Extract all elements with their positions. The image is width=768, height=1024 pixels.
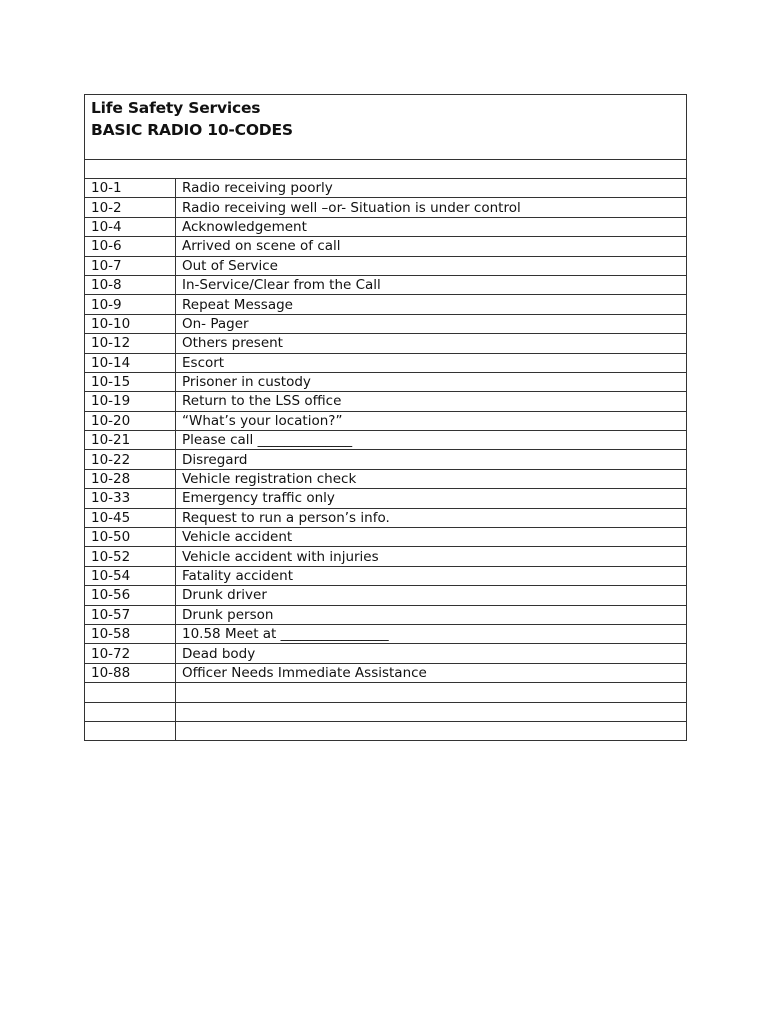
code-cell: 10-12 [85, 334, 176, 353]
meaning-cell: Repeat Message [176, 295, 687, 314]
code-cell: 10-6 [85, 237, 176, 256]
code-cell: 10-8 [85, 275, 176, 294]
meaning-cell: Dead body [176, 644, 687, 663]
meaning-cell: Escort [176, 353, 687, 372]
meaning-cell [176, 721, 687, 740]
meaning-cell [176, 683, 687, 702]
table-row [85, 586, 687, 605]
code-cell: 10-88 [85, 663, 176, 682]
meaning-cell: Drunk person [176, 605, 687, 624]
table-row [85, 372, 687, 391]
code-cell: 10-21 [85, 431, 176, 450]
code-cell: 10-4 [85, 217, 176, 236]
table-row [85, 392, 687, 411]
code-cell: 10-15 [85, 372, 176, 391]
meaning-cell: Drunk driver [176, 586, 687, 605]
meaning-cell: Prisoner in custody [176, 372, 687, 391]
table-row [85, 353, 687, 372]
table-row [85, 450, 687, 469]
meaning-cell: Request to run a person’s info. [176, 508, 687, 527]
meaning-cell: Acknowledgement [176, 217, 687, 236]
table-row [85, 237, 687, 256]
table-row [85, 528, 687, 547]
meaning-cell: Out of Service [176, 256, 687, 275]
table-row [85, 721, 687, 740]
meaning-cell: Vehicle accident [176, 528, 687, 547]
table-row [85, 566, 687, 585]
code-cell [85, 702, 176, 721]
code-cell: 10-22 [85, 450, 176, 469]
table-row [85, 489, 687, 508]
code-cell: 10-10 [85, 314, 176, 333]
header-cell [85, 95, 687, 160]
meaning-cell: Others present [176, 334, 687, 353]
code-cell [85, 721, 176, 740]
codes-table-body [85, 95, 687, 741]
meaning-cell: Return to the LSS office [176, 392, 687, 411]
meaning-cell: Officer Needs Immediate Assistance [176, 663, 687, 682]
table-row [85, 683, 687, 702]
table-row [85, 624, 687, 643]
meaning-cell: “What’s your location?” [176, 411, 687, 430]
code-cell [85, 683, 176, 702]
table-row [85, 198, 687, 217]
table-row [85, 508, 687, 527]
table-row [85, 702, 687, 721]
meaning-cell: Radio receiving poorly [176, 179, 687, 198]
document-title: Life Safety Services [91, 99, 261, 117]
code-cell: 10-57 [85, 605, 176, 624]
meaning-cell: In-Service/Clear from the Call [176, 275, 687, 294]
code-cell: 10-72 [85, 644, 176, 663]
code-cell: 10-28 [85, 469, 176, 488]
table-row [85, 411, 687, 430]
table-row [85, 605, 687, 624]
code-cell: 10-20 [85, 411, 176, 430]
meaning-cell: 10.58 Meet at ________________ [176, 624, 687, 643]
meaning-cell: Radio receiving well –or- Situation is under control [176, 198, 687, 217]
table-row [85, 256, 687, 275]
table-row [85, 314, 687, 333]
table-row [85, 275, 687, 294]
table-row [85, 644, 687, 663]
table-row [85, 431, 687, 450]
spacer-row [85, 160, 687, 179]
code-cell: 10-14 [85, 353, 176, 372]
table-row [85, 217, 687, 236]
code-cell: 10-54 [85, 566, 176, 585]
table-row [85, 663, 687, 682]
meaning-cell: Vehicle accident with injuries [176, 547, 687, 566]
meaning-cell: Vehicle registration check [176, 469, 687, 488]
radio-codes-table [84, 94, 687, 741]
code-cell: 10-50 [85, 528, 176, 547]
table-row [85, 295, 687, 314]
code-cell: 10-9 [85, 295, 176, 314]
meaning-cell: Disregard [176, 450, 687, 469]
header-row [85, 95, 687, 160]
meaning-cell: Emergency traffic only [176, 489, 687, 508]
code-cell: 10-52 [85, 547, 176, 566]
code-cell: 10-1 [85, 179, 176, 198]
code-cell: 10-58 [85, 624, 176, 643]
code-cell: 10-56 [85, 586, 176, 605]
table-row [85, 469, 687, 488]
spacer-cell [85, 160, 687, 179]
code-cell: 10-45 [85, 508, 176, 527]
meaning-cell: Fatality accident [176, 566, 687, 585]
meaning-cell [176, 702, 687, 721]
document-subtitle: BASIC RADIO 10-CODES [91, 121, 293, 139]
code-cell: 10-19 [85, 392, 176, 411]
meaning-cell: Please call ______________ [176, 431, 687, 450]
meaning-cell: On- Pager [176, 314, 687, 333]
code-cell: 10-2 [85, 198, 176, 217]
code-cell: 10-7 [85, 256, 176, 275]
table-row [85, 334, 687, 353]
table-row [85, 547, 687, 566]
code-cell: 10-33 [85, 489, 176, 508]
table-row [85, 179, 687, 198]
meaning-cell: Arrived on scene of call [176, 237, 687, 256]
